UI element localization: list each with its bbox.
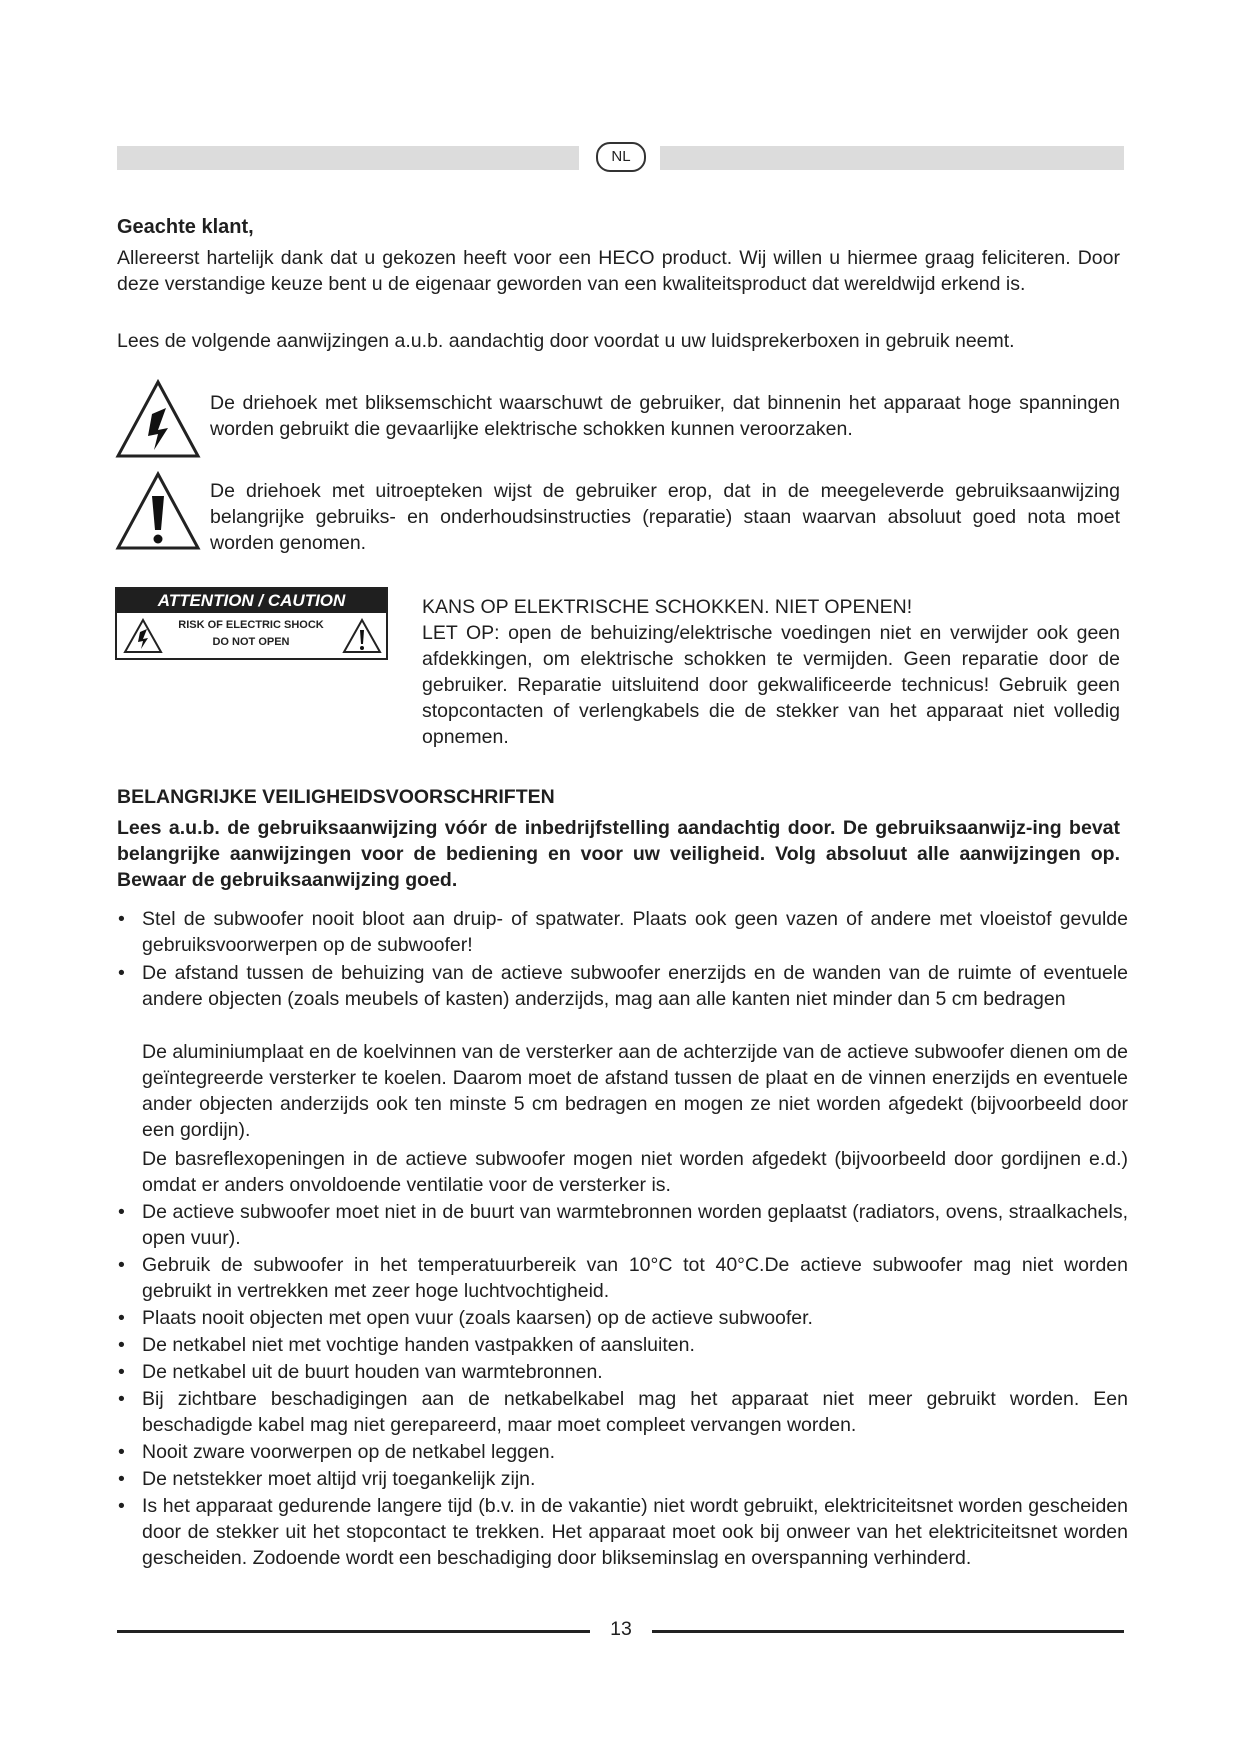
list-item-text: Bij zichtbare beschadigingen aan de netkabelkabel mag het apparaat niet meer gebruikt worden. Een beschadigde kabel mag niet gerepareerd, maar moet compleet vervangen worden.: [142, 1388, 1128, 1436]
list-item-text: De aluminiumplaat en de koelvinnen van de versterker aan de achterzijde van de actieve subwoofer dienen om de geïntegreerde versterker te koelen. Daarom moet de afstand tussen de plaat en de vinnen enerzijds en eventuele ander objecten anderzijds ook ten minste 5 cm bedragen en mogen ze niet worden afgedekt (bijvoorbeeld door een gordijn).: [142, 1041, 1128, 1141]
intro-paragraph: Allereerst hartelijk dank dat u gekozen heeft voor een HECO product. Wij willen u hiermee graag feliciteren. Door deze verstandige keuze bent u de eigenaar geworden van een kwaliteitsproduct dat wereldwijd erkend is.: [117, 247, 1120, 295]
footer-line-left: [117, 1630, 590, 1633]
bullet-icon: •: [118, 1201, 125, 1223]
list-item: [118, 960, 1128, 1012]
caution-exclamation-icon: [342, 618, 382, 654]
page-number: 13: [610, 1618, 632, 1640]
list-item-text: Gebruik de subwoofer in het temperatuurbereik van 10°C tot 40°C.De actieve subwoofer mag niet worden gebruikt in vertrekken met zeer hoge luchtvochtigheid.: [142, 1254, 1128, 1302]
caution-label-line1: RISK OF ELECTRIC SHOCK: [178, 619, 324, 631]
list-item-text: De afstand tussen de behuizing van de actieve subwoofer enerzijds en de wanden van de ruimte of eventuele andere objecten (zoals meubels of kasten) anderzijds, mag aan alle kanten niet minder dan 5 cm bedragen: [142, 962, 1128, 1010]
list-item: [118, 1386, 1128, 1438]
bullet-icon: •: [118, 962, 125, 984]
list-item: [118, 906, 1128, 958]
footer-line-right: [652, 1630, 1124, 1633]
list-item: [118, 1305, 1128, 1331]
bullet-icon: •: [118, 1388, 125, 1410]
safety-title: BELANGRIJKE VEILIGHEIDSVOORSCHRIFTEN: [117, 786, 555, 808]
bullet-icon: •: [118, 1441, 125, 1463]
exclamation-warning-icon: [114, 470, 202, 552]
list-item: [118, 1252, 1128, 1304]
list-item: [118, 1359, 1128, 1385]
list-item-text: De actieve subwoofer moet niet in de buurt van warmtebronnen worden geplaatst (radiators, ovens, straalkachels, open vuur).: [142, 1201, 1128, 1249]
bullet-icon: •: [118, 1361, 125, 1383]
list-item: [118, 1332, 1128, 1358]
bullet-icon: •: [118, 1468, 125, 1490]
caution-body: LET OP: open de behuizing/elektrische voedingen niet en verwijder ook geen afdekkingen, om elektrische schokken te vermijden. Geen reparatie door de gebruiker. Reparatie uitsluitend door gekwalificeerde technicus! Gebruik geen stopcontacten of verlengkabels die de stekker van het apparaat niet volledig opnemen.: [422, 622, 1120, 748]
bullet-icon: •: [118, 1334, 125, 1356]
list-item: [118, 1146, 1128, 1198]
list-item: [118, 1466, 1128, 1492]
list-item-text: Plaats nooit objecten met open vuur (zoals kaarsen) op de actieve subwoofer.: [142, 1307, 813, 1329]
header-bar-left: [117, 146, 579, 170]
language-badge: NL: [596, 142, 646, 172]
list-item-text: Stel de subwoofer nooit bloot aan druip- of spatwater. Plaats ook geen vazen of andere met vloeistof gevulde gebruiksvoorwerpen op de subwoofer!: [142, 908, 1128, 956]
greeting: Geachte klant,: [117, 216, 254, 238]
list-item: [118, 1439, 1128, 1465]
bullet-icon: •: [118, 1495, 125, 1517]
bullet-icon: •: [118, 908, 125, 930]
intro-instruction: Lees de volgende aanwijzingen a.u.b. aandachtig door voordat u uw luidsprekerboxen in gebruik neemt.: [117, 330, 1015, 352]
list-item: [118, 1493, 1128, 1571]
bullet-icon: •: [118, 1254, 125, 1276]
list-item-text: De netstekker moet altijd vrij toegankelijk zijn.: [142, 1468, 536, 1490]
list-item-text: De netkabel uit de buurt houden van warmtebronnen.: [142, 1361, 603, 1383]
caution-lightning-icon: [123, 618, 163, 654]
caution-heading: KANS OP ELEKTRISCHE SCHOKKEN. NIET OPENEN!: [422, 596, 913, 618]
list-item-text: Nooit zware voorwerpen op de netkabel leggen.: [142, 1441, 556, 1463]
safety-intro: Lees a.u.b. de gebruiksaanwijzing vóór de inbedrijfstelling aandachtig door. De gebruiksaanwijz-ing bevat belangrijke aanwijzingen voor de bediening en voor uw veiligheid. Volg absoluut alle aanwijzingen op. Bewaar de gebruiksaanwijzing goed.: [117, 817, 1120, 891]
caution-label-line2: DO NOT OPEN: [212, 636, 290, 648]
list-item: [118, 1039, 1128, 1143]
lightning-warning-text: De driehoek met bliksemschicht waarschuwt de gebruiker, dat binnenin het apparaat hoge spanningen worden gebruikt die gevaarlijke elektrische schokken kunnen veroorzaken.: [210, 392, 1120, 440]
header-bar-right: [660, 146, 1124, 170]
list-item: [118, 1199, 1128, 1251]
bullet-icon: •: [118, 1307, 125, 1329]
list-item-text: De basreflexopeningen in de actieve subwoofer mogen niet worden afgedekt (bijvoorbeeld door gordijnen e.d.) omdat er anders onvoldoende ventilatie voor de versterker is.: [142, 1148, 1128, 1196]
lightning-warning-icon: [114, 378, 202, 460]
caution-label: [115, 587, 388, 660]
list-item-text: Is het apparaat gedurende langere tijd (b.v. in de vakantie) niet wordt gebruikt, elektriciteitsnet worden gescheiden door de stekker uit het stopcontact te trekken. Het apparaat moet ook bij onweer van het elektriciteitsnet worden gescheiden. Zodoende wordt een beschadiging door blikseminslag en overspanning verhinderd.: [142, 1495, 1128, 1569]
caution-label-title: ATTENTION / CAUTION: [117, 589, 386, 613]
exclamation-warning-text: De driehoek met uitroepteken wijst de gebruiker erop, dat in de meegeleverde gebruiksaanwijzing belangrijke gebruiks- en onderhoudsinstructies (reparatie) staan waarvan absoluut goed nota moet worden genomen.: [210, 480, 1120, 554]
list-item-text: De netkabel niet met vochtige handen vastpakken of aansluiten.: [142, 1334, 695, 1356]
